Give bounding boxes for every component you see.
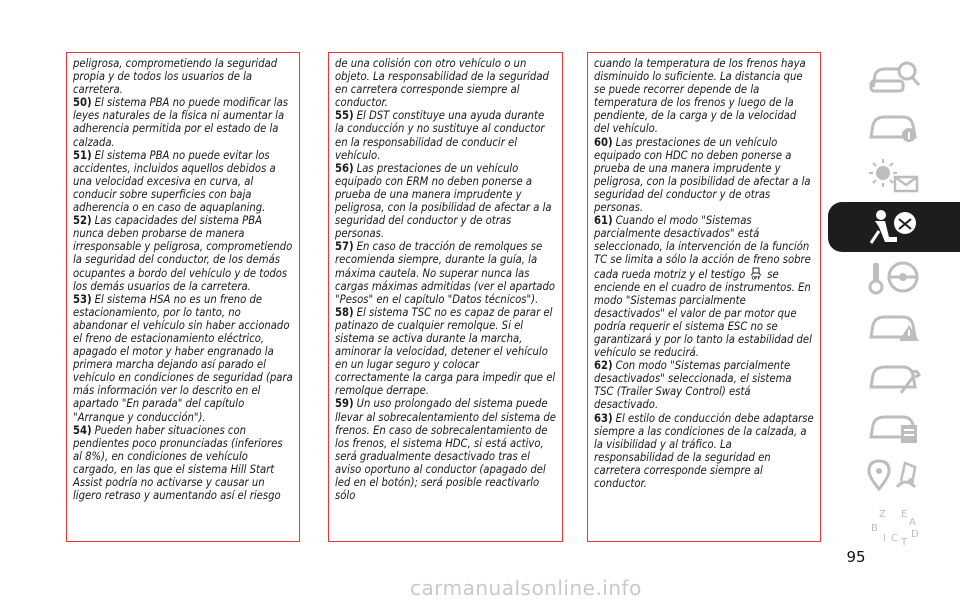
warning-lights-envelope-icon	[865, 157, 923, 197]
key-steering-wheel-icon	[865, 257, 923, 297]
chapter-tab-technical-data[interactable]	[828, 402, 960, 452]
paragraph-continuation: cuando la temperatura de los frenos haya disminuido lo suficiente. La distancia que se puede recorrer depende de la temperatura de los frenos y luego de la pendiente, de la carga y de la velocidad del vehículo.	[594, 57, 806, 136]
paragraph-continuation: peligrosa, comprometiendo la seguridad propia y de todos los usuarios de la carretera.	[73, 57, 278, 97]
safety-airbag-seat-icon	[865, 207, 923, 247]
text-column-2	[328, 52, 563, 542]
svg-text:T: T	[901, 537, 908, 547]
svg-text:A: A	[909, 517, 916, 528]
watermark: carmanualsonline.info	[410, 576, 642, 600]
warning-note-59: 59) Un uso prolongado del sistema puede llevar al sobrecalentamiento del sistema de frenos. En caso de sobrecalentamiento de los frenos, el sistema HDC, si está activo, será gradualmente desactivado tras el aviso oportuno al conductor (apagado del led en el botón); será posible reactivarlo sólo	[335, 397, 556, 503]
page-number: 95	[846, 548, 866, 566]
chapter-tab-vehicle-info[interactable]	[828, 102, 960, 152]
chapter-tab-warning-lights[interactable]	[828, 152, 960, 202]
text-column-1	[66, 52, 300, 542]
chapter-tab-emergency[interactable]	[828, 302, 960, 352]
warning-note-51: 51) El sistema PBA no puede evitar los accidentes, incluidos aquellos debidos a una velocidad excesiva en curva, al conducir sobre superficies con baja adherencia o en caso de aquaplaning.	[73, 148, 276, 215]
warning-note-56: 56) Las prestaciones de un vehículo equipado con ERM no deben ponerse a prueba de una manera imprudente y peligrosa, con la posibilidad de afectar a la seguridad del conductor y de otras personas.	[335, 161, 552, 241]
chapter-tab-index[interactable]	[828, 502, 960, 552]
warning-note-60: 60) Las prestaciones de un vehículo equipado con HDC no deben ponerse a prueba de una manera imprudente y peligrosa, con la posibilidad de afectar a la seguridad del conductor y de otras personas.	[594, 135, 811, 215]
warning-note-55: 55) El DST constituye una ayuda durante la conducción y no sustituye al conductor en la responsabilidad de conducir el vehículo.	[335, 109, 545, 162]
warning-note-63: 63) El estilo de conducción debe adaptarse siempre a las condiciones de la calzada, a la visibilidad y al tráfico. La responsabilidad de la seguridad en carretera corresponde siempre al conductor.	[594, 411, 814, 490]
chapter-tab-safety[interactable]	[828, 202, 960, 252]
svg-text:E: E	[901, 509, 908, 520]
esc-off-warning-icon	[749, 267, 763, 280]
warning-note-61: 61) Cuando el modo "Sistemas parcialmente desactivados" está seleccionado, la intervención de la función TC se limita a sólo la acción de freno sobre cada rueda motriz y el testigo OFF se enciende en el cuadro de instrumentos. En modo "Sistemas parcialmente desactivados" el valor de par motor que podría requerir el sistema ESC no se garantizará y por lo tanto la estabilidad del vehículo se reducirá.	[594, 214, 812, 360]
warning-note-62: 62) Con modo "Sistemas parcialmente desactivados" seleccionada, el sistema TSC (Trailer Sway Control) está desactivado.	[594, 359, 792, 412]
warning-note-58: 58) El sistema TSC no es capaz de parar el patinazo de cualquier remolque. Si el sistema se activa durante la marcha, aminorar la velocidad, detener el vehículo en un lugar seguro y colocar correctamente la carga para impedir que el remolque derrape.	[335, 305, 556, 398]
text-column-3	[587, 52, 821, 542]
chapter-sidebar	[828, 52, 960, 552]
warning-note-52: 52) Las capacidades del sistema PBA nunca deben probarse de manera irresponsable y peligrosa, comprometiendo la seguridad del conductor, de los demás ocupantes a bordo del vehículo y de todos los demás usuarios de la carretera.	[73, 214, 293, 293]
chapter-tab-starting-driving[interactable]	[828, 252, 960, 302]
chapter-tab-dashboard[interactable]	[828, 52, 960, 102]
car-warning-icon	[865, 307, 923, 347]
svg-text:C: C	[891, 533, 898, 544]
car-maintenance-wrench-icon	[865, 357, 923, 397]
car-dashboard-search-icon	[865, 57, 923, 97]
warning-note-50: 50) El sistema PBA no puede modificar las leyes naturales de la física ni aumentar la adherencia permitida por el estado de la calzada.	[73, 96, 288, 149]
warning-note-53: 53) El sistema HSA no es un freno de estacionamiento, por lo tanto, no abandonar el vehículo sin haber accionado el freno de estacionamiento eléctrico, apagado el motor y haber engranado la primera marcha dejando así parado el vehículo en condiciones de seguridad (para más información ver lo descrito en el apartado "En parada" del capítulo "Arranque y conducción").	[73, 292, 293, 424]
car-info-icon	[865, 107, 923, 147]
alphabetical-index-icon	[865, 507, 923, 547]
svg-text:OFF: OFF	[751, 275, 761, 280]
multimedia-navigation-icon	[865, 457, 923, 497]
chapter-tab-multimedia[interactable]	[828, 452, 960, 502]
warning-note-54: 54) Pueden haber situaciones con pendientes poco pronunciadas (inferiores al 8%), en condiciones de vehículo cargado, en las que el sistema Hill Start Assist podría no activarse y causar un ligero retraso y aumentando así el riesgo	[73, 423, 283, 503]
chapter-tab-maintenance[interactable]	[828, 352, 960, 402]
svg-text:B: B	[871, 523, 878, 534]
paragraph-continuation: de una colisión con otro vehículo o un objeto. La responsabilidad de la seguridad en carretera corresponde siempre al conductor.	[335, 57, 549, 110]
car-specs-icon	[865, 407, 923, 447]
svg-text:I: I	[883, 533, 886, 544]
svg-text:Z: Z	[879, 509, 886, 520]
warning-note-57: 57) En caso de tracción de remolques se recomienda siempre, durante la guía, la máxima cautela. No superar nunca las cargas máximas admitidas (ver el apartado "Pesos" en el capítulo "Datos técnicos").	[335, 240, 555, 306]
svg-text:D: D	[911, 529, 919, 540]
